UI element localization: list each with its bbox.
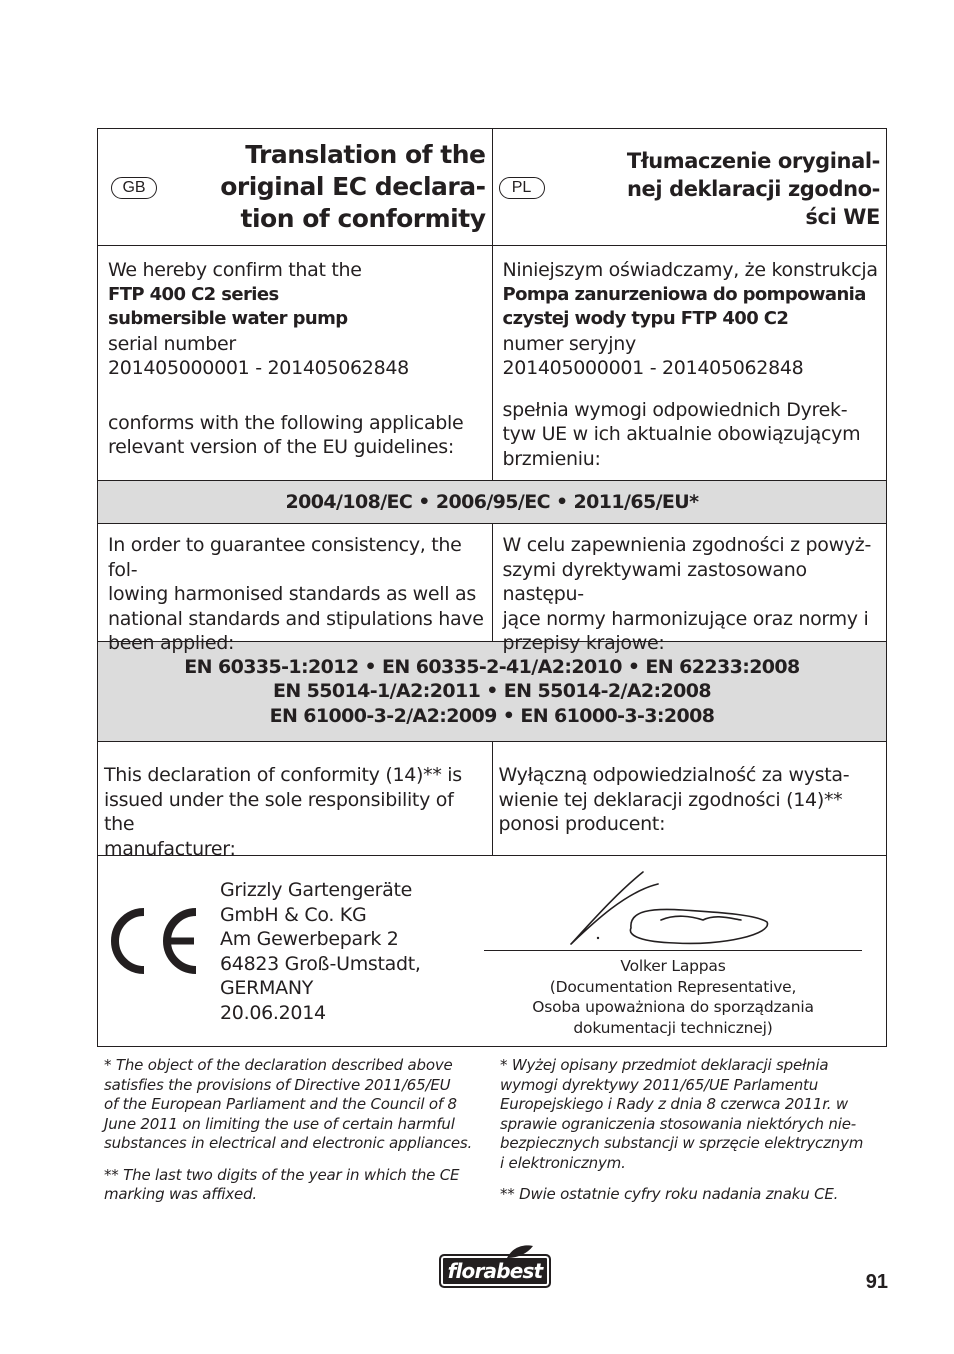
leaf-icon xyxy=(505,1244,535,1260)
product-name: Pompa zanurzeniowa do pompowania xyxy=(502,283,866,305)
footnote-line: ** Dwie ostatnie cyfry roku nadania znaku CE. xyxy=(500,1185,839,1203)
conforms-text: relevant version of the EU guidelines: xyxy=(108,436,454,458)
signature-icon xyxy=(563,870,783,950)
product-name: FTP 400 C2 series xyxy=(108,283,279,305)
address-line: GERMANY xyxy=(220,977,314,999)
responsibility-line: ponosi producent: xyxy=(498,813,666,835)
pl-language-badge: PL xyxy=(499,177,545,199)
footnote-line: wymogi dyrektywy 2011/65/UE Parlamentu xyxy=(500,1075,819,1094)
directives-list: 2004/108/EC • 2006/95/EC • 2011/65/EU* xyxy=(285,491,699,513)
standards-line: EN 55014-1/A2:2011 • EN 55014-2/A2:2008 xyxy=(272,680,712,703)
standards-intro-row xyxy=(98,524,886,654)
gb-confirmation-cell xyxy=(98,246,493,480)
standards-line: EN 60335-1:2012 • EN 60335-2-41/A2:2010 • EN 62233:2008 xyxy=(184,655,800,678)
declaration-table xyxy=(97,128,887,1047)
gb-language-badge: GB xyxy=(111,177,157,199)
address-line: Grizzly Gartengeräte xyxy=(220,879,413,901)
conforms-text: spełnia wymogi odpowiednich Dyrek- xyxy=(502,398,848,421)
pl-title-line: nej deklaracji zgodno- xyxy=(626,177,880,201)
product-name: submersible water pump xyxy=(108,308,348,329)
footnote-line: substances in electrical and electronic appliances. xyxy=(104,1134,473,1152)
page-number: 91 xyxy=(865,1271,888,1293)
footnote-line: Europejskiego i Rady z dnia 8 czerwca 2011r. w xyxy=(500,1095,848,1113)
address-line: 64823 Groß-Umstadt, xyxy=(220,952,421,975)
signer-block xyxy=(484,956,862,1038)
responsibility-line: wienie tej deklaracji zgodności (14)** xyxy=(498,788,843,811)
footnote-line: satisfies the provisions of Directive 2011/65/EU xyxy=(104,1075,451,1094)
confirmation-intro: Niniejszym oświadczamy, że konstrukcja xyxy=(502,259,878,281)
signer-role: dokumentacji technicznej) xyxy=(573,1018,773,1037)
pl-header-cell xyxy=(493,129,887,245)
confirmation-row xyxy=(98,246,886,481)
footnote-line: ** The last two digits of the year in which the CE xyxy=(104,1165,460,1184)
pl-standards-intro-cell xyxy=(493,524,887,654)
product-name: czystej wody typu FTP 400 C2 xyxy=(502,308,789,329)
pl-footnote-1 xyxy=(500,1056,885,1173)
footnote-line: * The object of the declaration described above xyxy=(104,1056,453,1074)
header-row xyxy=(98,129,886,246)
serial-range: 201405000001 - 201405062848 xyxy=(502,357,804,379)
manufacturer-row xyxy=(98,856,886,1046)
gb-header-cell xyxy=(98,129,493,245)
footnote-line: of the European Parliament and the Council of 8 xyxy=(104,1095,457,1113)
directives-row xyxy=(98,481,886,524)
address-line: GmbH & Co. KG xyxy=(220,903,367,926)
responsibility-line: This declaration of conformity (14)** is xyxy=(104,764,462,786)
address-date: 20.06.2014 xyxy=(220,1001,326,1024)
serial-range: 201405000001 - 201405062848 xyxy=(108,357,409,379)
footnote-line: i elektronicznym. xyxy=(500,1153,626,1172)
responsibility-row xyxy=(98,742,886,860)
gb-responsibility-cell xyxy=(98,742,493,860)
footnote-line: bezpiecznych substancji w sprzęcie elektrycznym xyxy=(500,1134,864,1152)
gb-footnote-1 xyxy=(104,1056,489,1154)
standards-row xyxy=(98,642,886,742)
serial-label: serial number xyxy=(108,332,236,355)
logo-text: florabest xyxy=(447,1259,543,1283)
gb-footnote-2 xyxy=(104,1166,489,1205)
standards-intro-line: In order to guarantee consistency, the fol- xyxy=(108,534,462,581)
ce-mark-icon xyxy=(110,906,202,976)
standards-intro-line: lowing harmonised standards as well as xyxy=(108,583,476,605)
gb-title-line: Translation of the xyxy=(245,140,486,169)
pl-title xyxy=(627,147,880,231)
standards-line: EN 61000-3-2/A2:2009 • EN 61000-3-3:2008 xyxy=(269,704,715,727)
pl-footnotes xyxy=(500,1056,885,1217)
gb-standards-intro-cell xyxy=(98,524,493,654)
standards-intro-line: been applied: xyxy=(108,632,235,654)
pl-responsibility-cell xyxy=(493,742,887,855)
pl-title-line: Tłumaczenie oryginal- xyxy=(626,149,880,173)
signer-name: Volker Lappas xyxy=(620,957,726,975)
manufacturer-address xyxy=(220,878,421,1025)
standards-intro-line: W celu zapewnienia zgodności z powyż- xyxy=(502,534,872,556)
florabest-logo xyxy=(439,1254,551,1288)
footnote-line: * Wyżej opisany przedmiot deklaracji spełnia xyxy=(500,1056,829,1074)
gb-title-line: original EC declara- xyxy=(220,172,486,201)
standards-intro-line: national standards and stipulations have xyxy=(108,607,484,630)
footnote-line: June 2011 on limiting the use of certain harmful xyxy=(104,1114,455,1133)
pl-title-line: ści WE xyxy=(805,205,880,229)
standards-intro-line: jące normy harmonizujące oraz normy i xyxy=(502,607,869,630)
pl-confirmation-cell xyxy=(493,246,887,480)
responsibility-line: issued under the sole responsibility of the xyxy=(104,788,454,835)
conforms-text: conforms with the following applicable xyxy=(108,411,464,434)
signature-line xyxy=(484,950,862,951)
confirmation-intro: We hereby confirm that the xyxy=(108,259,362,281)
responsibility-line: Wyłączną odpowiedzialność za wysta- xyxy=(498,764,850,786)
pl-footnote-2 xyxy=(500,1185,885,1205)
signer-role: Osoba upoważniona do sporządzania xyxy=(532,998,814,1016)
standards-intro-line: przepisy krajowe: xyxy=(502,632,665,654)
footnote-line: marking was affixed. xyxy=(104,1185,257,1203)
signer-role: (Documentation Representative, xyxy=(549,977,797,996)
gb-footnotes xyxy=(104,1056,489,1217)
responsibility-line: manufacturer: xyxy=(104,837,236,860)
serial-label: numer seryjny xyxy=(502,332,636,355)
address-line: Am Gewerbepark 2 xyxy=(220,928,399,950)
conforms-text: tyw UE w ich aktualnie obowiązującym xyxy=(502,423,861,445)
standards-intro-line: szymi dyrektywami zastosowano następu- xyxy=(502,558,807,605)
footnote-line: sprawie ograniczenia stosowania niektórych nie- xyxy=(500,1114,856,1133)
gb-title-line: tion of conformity xyxy=(240,204,486,233)
conforms-text: brzmieniu: xyxy=(502,447,601,470)
gb-title xyxy=(220,139,485,235)
